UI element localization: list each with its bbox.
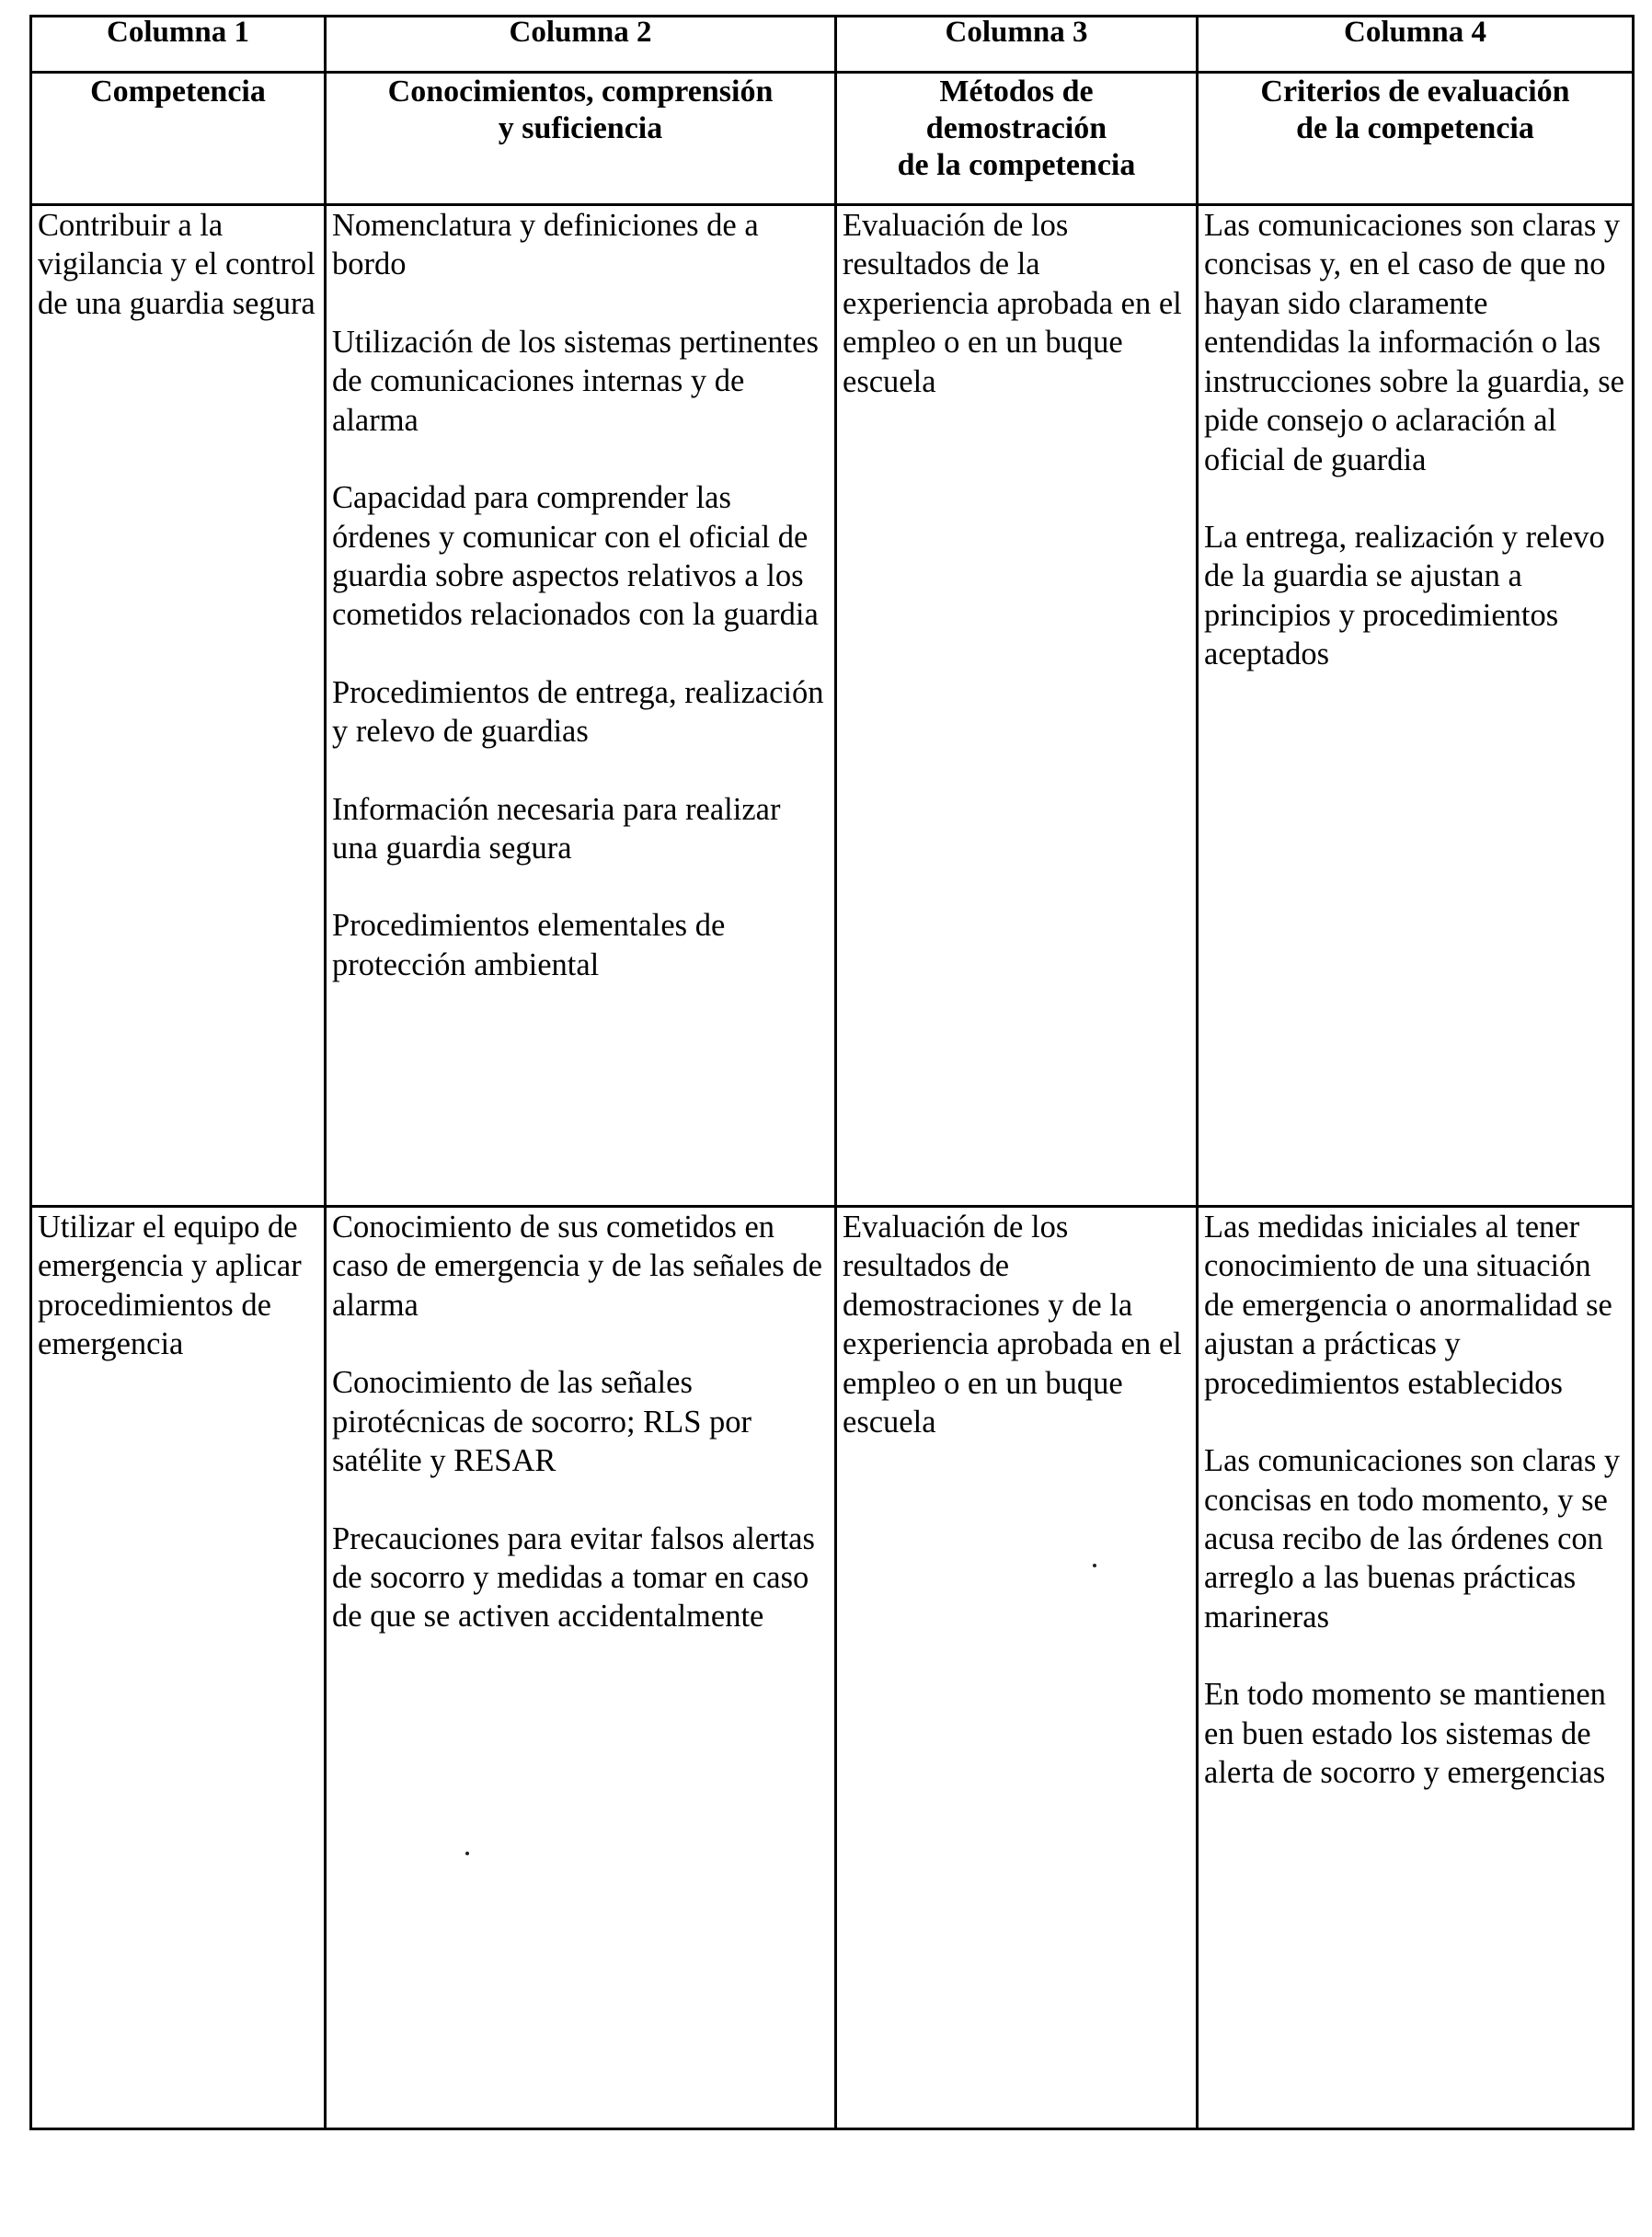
- metodos-text: Evaluación de los resultados de demostraciones y de la experiencia aprobada en el empleo o en un buque escuela: [843, 1210, 1182, 1440]
- table-row: [31, 1207, 1634, 2129]
- conocimientos-item: Precauciones para evitar falsos alertas de socorro y medidas a tomar en caso de que se activen accidentalmente: [332, 1520, 815, 1635]
- conocimientos-item: Conocimiento de las señales pirotécnicas de socorro; RLS por satélite y RESAR: [332, 1365, 752, 1479]
- column-number-2: Columna 2: [326, 17, 836, 73]
- criterios-cell: [1198, 1207, 1634, 2129]
- conocimientos-item: Procedimientos de entrega, realización y relevo de guardias: [332, 674, 824, 750]
- conocimientos-item: Conocimiento de sus cometidos en caso de emergencia y de las señales de alarma: [332, 1210, 822, 1323]
- column-number-4: Columna 4: [1198, 17, 1634, 73]
- competencia-text: Contribuir a la vigilancia y el control de una guardia segura: [38, 208, 315, 321]
- conocimientos-cell: [326, 1207, 836, 2129]
- criterios-item: La entrega, realización y relevo de la guardia se ajustan a principios y procedimientos aceptados: [1204, 519, 1605, 672]
- scan-speck: [465, 1852, 469, 1855]
- criterios-item: En todo momento se mantienen en buen estado los sistemas de alerta de socorro y emergencias: [1204, 1677, 1606, 1791]
- conocimientos-item: Información necesaria para realizar una guardia segura: [332, 791, 781, 866]
- column-title-conocimientos: [326, 73, 836, 205]
- column-number-1: Columna 1: [31, 17, 326, 73]
- metodos-text: Evaluación de los resultados de la experiencia aprobada en el empleo o en un buque escuela: [843, 208, 1182, 399]
- conocimientos-item: Capacidad para comprender las órdenes y comunicar con el oficial de guardia sobre aspectos relativos a los cometidos relacionados con la guardia: [332, 480, 819, 633]
- conocimientos-cell: [326, 205, 836, 1207]
- competencia-cell: [31, 1207, 326, 2129]
- criterios-item: Las comunicaciones son claras y concisas y, en el caso de que no hayan sido claramente entendidas la información o las instrucciones sobre la guardia, se pide consejo o aclaración al oficial de guardia: [1204, 208, 1624, 477]
- competencia-cell: [31, 205, 326, 1207]
- column-number-3: Columna 3: [836, 17, 1198, 73]
- table-row: [31, 205, 1634, 1207]
- column-title-row: [31, 73, 1634, 205]
- competence-table: [29, 15, 1635, 2130]
- column-title-competencia: [31, 73, 326, 205]
- column-title-criterios-text: Criterios de evaluación de la competencia: [1260, 75, 1570, 146]
- column-number-row: [31, 17, 1634, 73]
- conocimientos-item: Procedimientos elementales de protección ambiental: [332, 908, 726, 982]
- criterios-item: Las medidas iniciales al tener conocimiento de una situación de emergencia o anormalidad se ajustan a prácticas y procedimientos establecidos: [1204, 1210, 1612, 1401]
- criterios-cell: [1198, 205, 1634, 1207]
- competencia-text: Utilizar el equipo de emergencia y aplicar procedimientos de emergencia: [38, 1210, 302, 1362]
- criterios-item: Las comunicaciones son claras y concisas en todo momento, y se acusa recibo de las órdenes con arreglo a las buenas prácticas marineras: [1204, 1443, 1621, 1635]
- conocimientos-item: Utilización de los sistemas pertinentes de comunicaciones internas y de alarma: [332, 324, 819, 438]
- scan-speck: [1093, 1564, 1096, 1567]
- column-title-metodos: [836, 73, 1198, 205]
- column-title-metodos-text: Métodos de demostración de la competencia: [897, 75, 1136, 183]
- column-title-conocimientos-text: Conocimientos, comprensión y suficiencia: [387, 75, 774, 146]
- column-title-criterios: [1198, 73, 1634, 205]
- column-title-competencia-text: Competencia: [90, 75, 266, 109]
- document-page: [29, 15, 1632, 2222]
- metodos-cell: [836, 205, 1198, 1207]
- metodos-cell: [836, 1207, 1198, 2129]
- conocimientos-item: Nomenclatura y definiciones de a bordo: [332, 208, 759, 282]
